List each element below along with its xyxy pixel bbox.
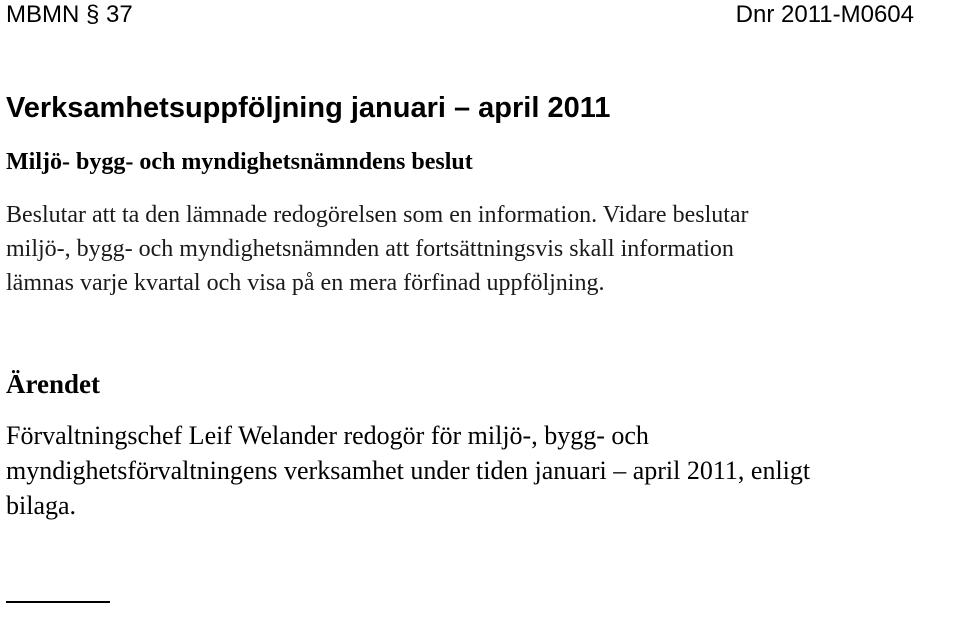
matter-line: Förvaltningschef Leif Welander redogör för miljö-, bygg- och <box>6 421 649 450</box>
decision-paragraph <box>6 198 749 300</box>
case-number: Dnr 2011-M0604 <box>735 1 914 28</box>
decision-heading: Miljö- bygg- och myndighetsnämndens beslut <box>6 149 473 175</box>
matter-line: bilaga. <box>6 491 77 520</box>
signature-rule <box>6 601 110 603</box>
decision-line: lämnas varje kvartal och visa på en mera förfinad uppföljning. <box>6 270 605 296</box>
paragraph-reference: MBMN § 37 <box>6 1 133 28</box>
decision-line: miljö-, bygg- och myndighetsnämnden att fortsättningsvis skall information <box>6 236 734 262</box>
decision-line: Beslutar att ta den lämnade redogörelsen som en information. Vidare beslutar <box>6 202 749 228</box>
matter-paragraph <box>6 418 810 523</box>
matter-heading: Ärendet <box>6 369 100 399</box>
document-title: Verksamhetsuppföljning januari – april 2011 <box>6 92 611 124</box>
matter-line: myndighetsförvaltningens verksamhet under tiden januari – april 2011, enligt <box>6 456 811 485</box>
